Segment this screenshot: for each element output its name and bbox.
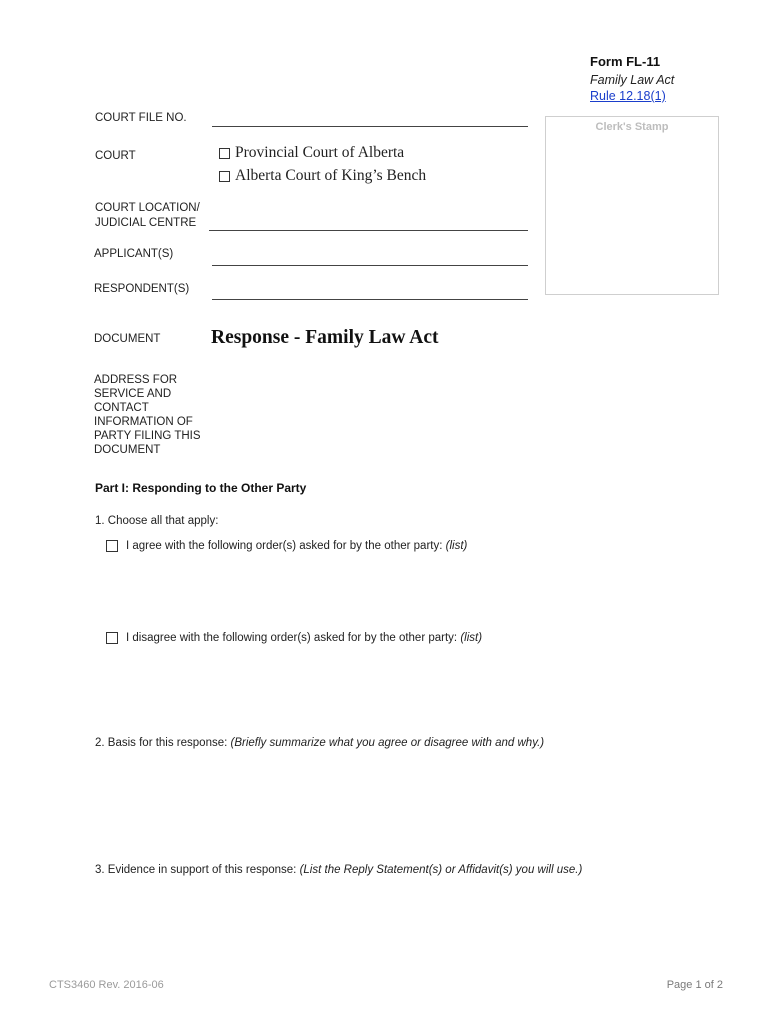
court-option-provincial[interactable] <box>219 144 404 162</box>
page-number: Page 1 of 2 <box>666 979 723 991</box>
applicants-label: APPLICANT(S) <box>94 248 174 260</box>
question-1: 1. Choose all that apply: <box>95 515 219 527</box>
disagree-text: I disagree with the following order(s) asked for by the other party: <box>126 632 458 644</box>
court-option-label: Alberta Court of King’s Bench <box>235 167 427 184</box>
checkbox-icon[interactable] <box>219 171 230 182</box>
respondents-label: RESPONDENT(S) <box>94 283 190 295</box>
court-location-label-line1: COURT LOCATION/ <box>95 202 200 214</box>
clerks-stamp-box <box>545 116 719 295</box>
agree-text: I agree with the following order(s) asked for by the other party: <box>126 540 443 552</box>
form-act-name: Family Law Act <box>590 73 675 87</box>
address-label-line: INFORMATION OF <box>94 416 193 428</box>
agree-option[interactable] <box>106 540 467 552</box>
address-for-service-label <box>94 373 234 457</box>
part1-heading: Part I: Responding to the Other Party <box>95 481 307 495</box>
checkbox-icon[interactable] <box>106 540 118 552</box>
clerks-stamp-label: Clerk's Stamp <box>595 121 669 133</box>
court-location-label-line2: JUDICIAL CENTRE <box>95 217 197 229</box>
disagree-option[interactable] <box>106 632 482 644</box>
court-file-no-label: COURT FILE NO. <box>95 112 187 124</box>
court-option-kings-bench[interactable] <box>219 167 426 185</box>
respondents-field[interactable] <box>212 299 528 300</box>
agree-hint: (list) <box>445 540 468 552</box>
question-2-text: 2. Basis for this response: <box>95 737 231 749</box>
form-revision-code: CTS3460 Rev. 2016-06 <box>49 979 164 991</box>
document-title: Response - Family Law Act <box>211 327 439 348</box>
checkbox-icon[interactable] <box>106 632 118 644</box>
address-label-line: PARTY FILING THIS <box>94 430 201 442</box>
court-label: COURT <box>95 150 136 162</box>
checkbox-icon[interactable] <box>219 148 230 159</box>
question-3-hint: (List the Reply Statement(s) or Affidavit(s) you will use.) <box>299 864 583 876</box>
question-3-text: 3. Evidence in support of this response: <box>95 864 300 876</box>
court-location-field[interactable] <box>209 230 528 231</box>
applicants-field[interactable] <box>212 265 528 266</box>
question-2 <box>95 737 544 749</box>
disagree-hint: (list) <box>460 632 483 644</box>
form-code: Form FL-11 <box>590 54 661 69</box>
court-file-no-field[interactable] <box>212 126 528 127</box>
address-label-line: DOCUMENT <box>94 444 161 456</box>
form-rule-link[interactable]: Rule 12.18(1) <box>590 89 666 103</box>
document-label: DOCUMENT <box>94 333 161 345</box>
address-label-line: CONTACT <box>94 402 149 414</box>
question-3 <box>95 864 582 876</box>
question-2-hint: (Briefly summarize what you agree or disagree with and why.) <box>230 737 545 749</box>
court-option-label: Provincial Court of Alberta <box>235 144 405 161</box>
address-label-line: ADDRESS FOR <box>94 374 178 386</box>
address-label-line: SERVICE AND <box>94 388 172 400</box>
